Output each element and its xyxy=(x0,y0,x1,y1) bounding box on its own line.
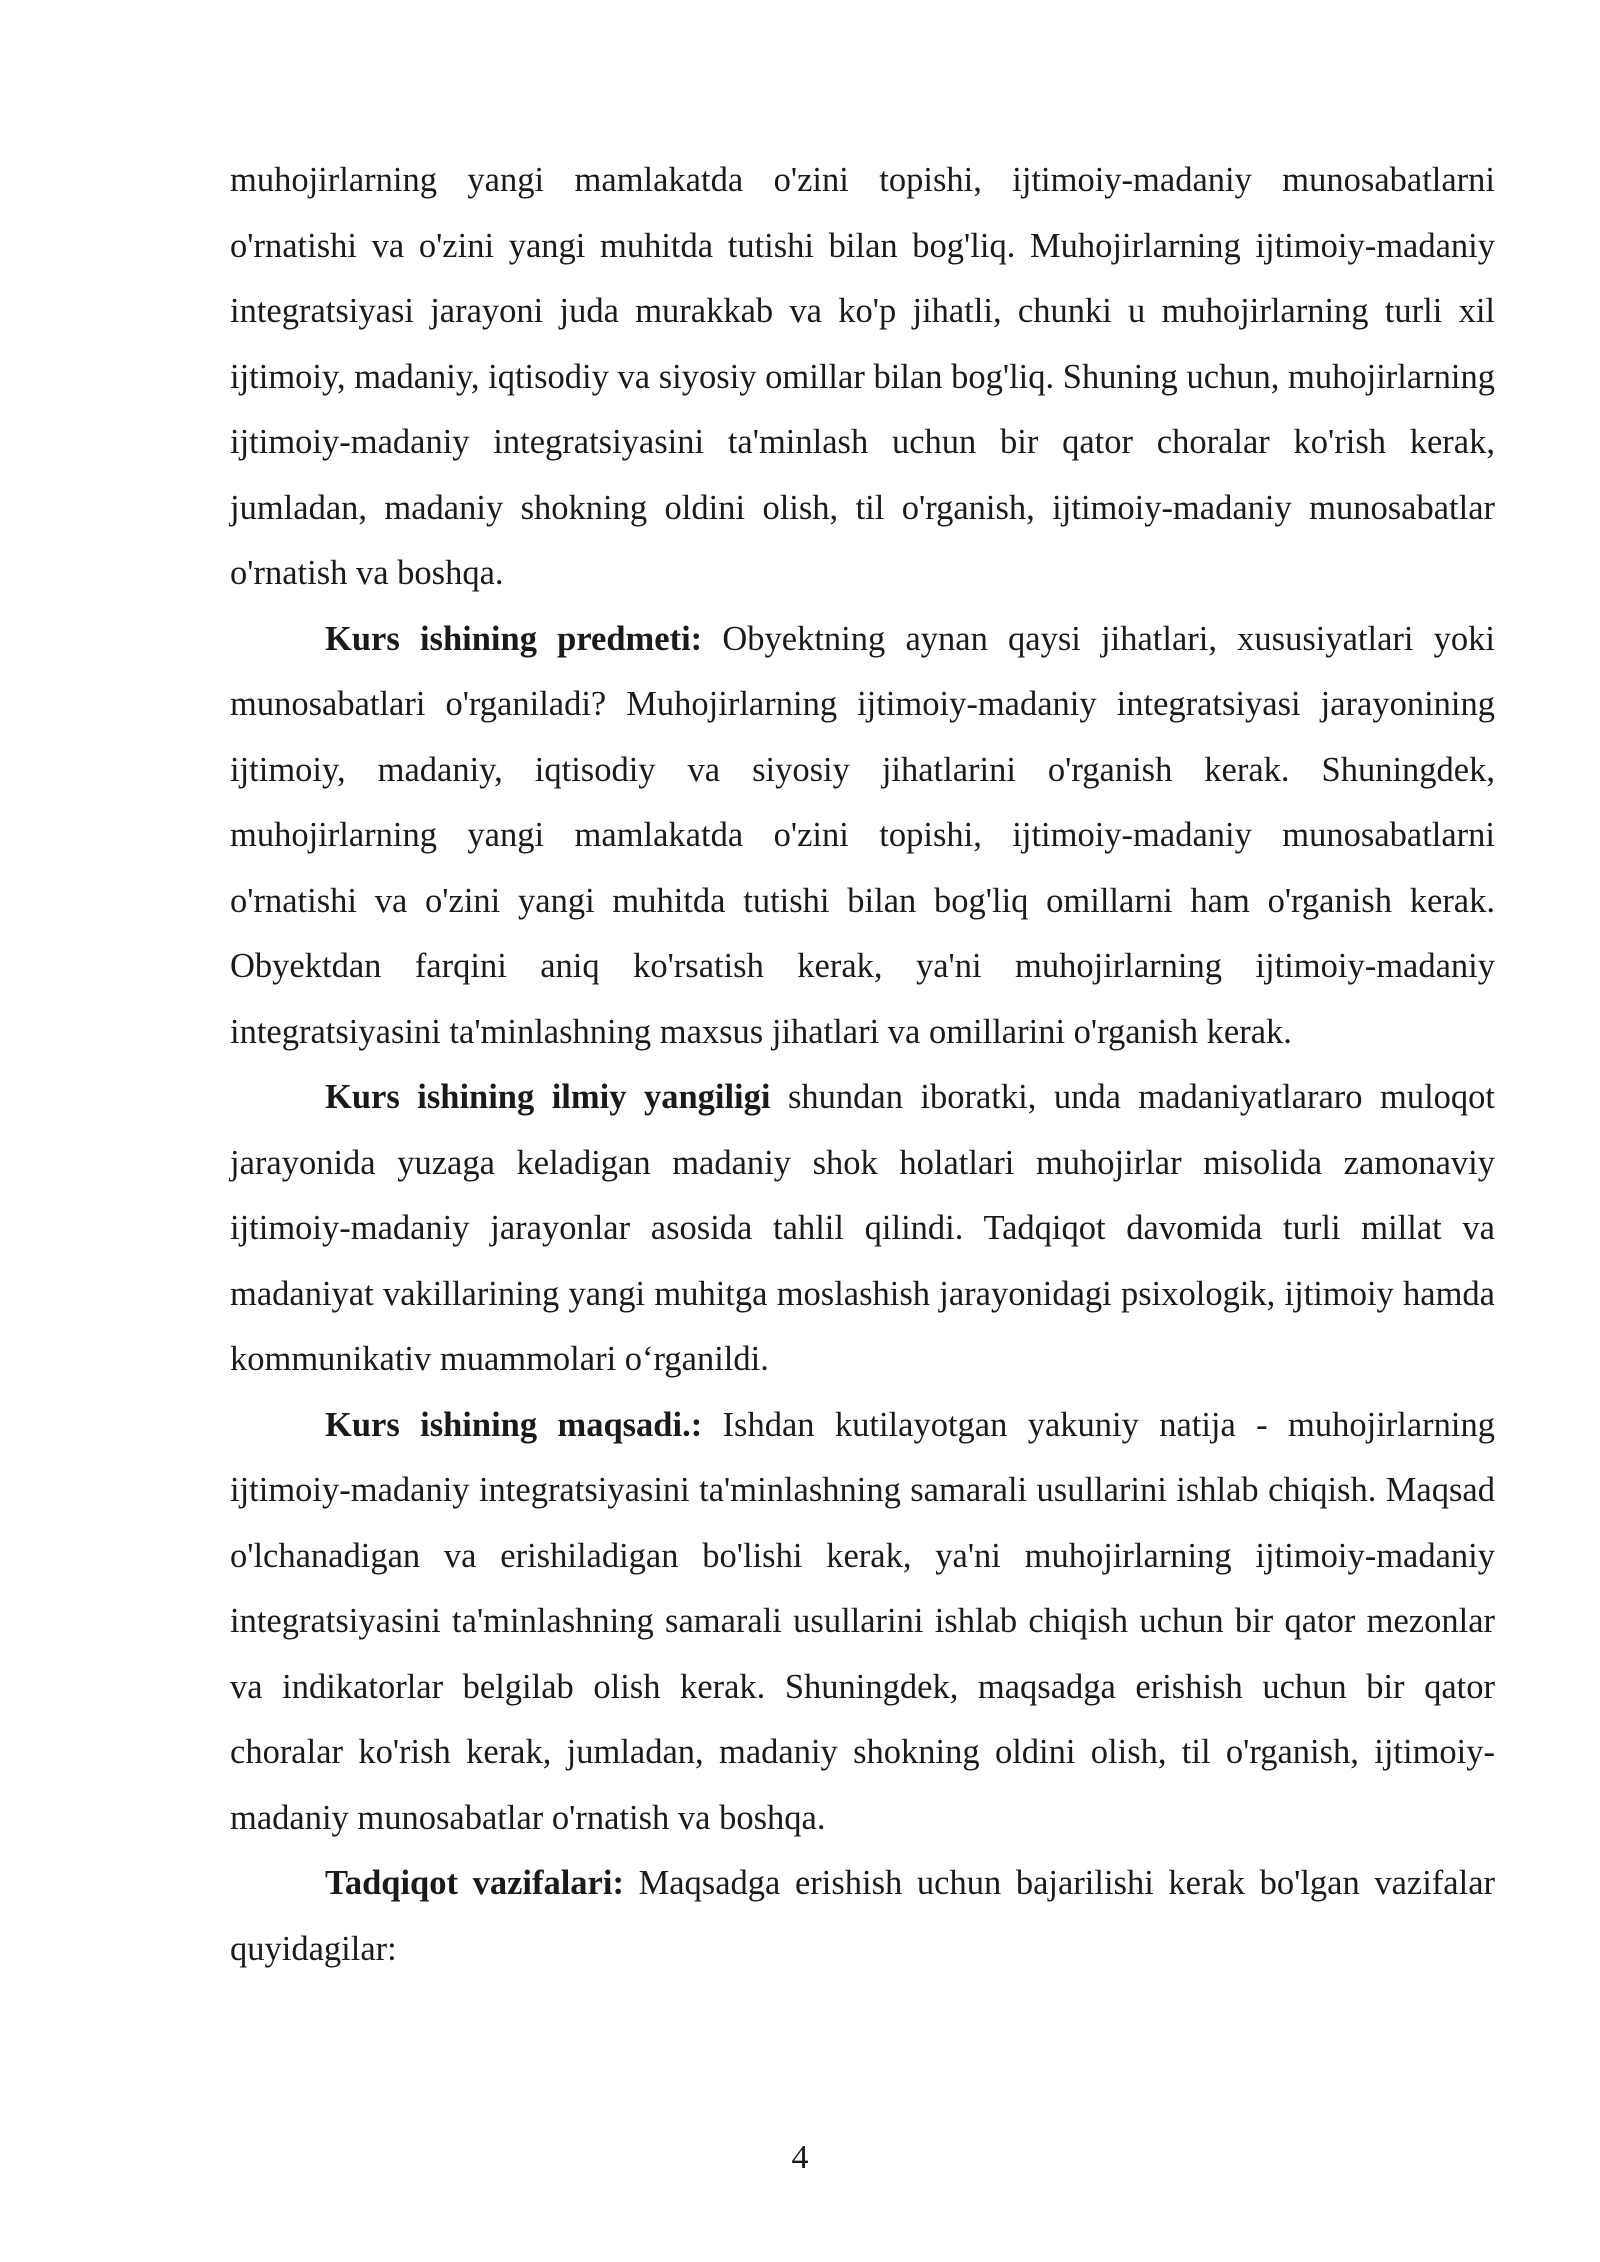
paragraph-novelty xyxy=(230,1065,1495,1393)
paragraph-subject xyxy=(230,607,1495,1066)
paragraph-text: Obyektning aynan qaysi jihatlari, xususiyatlari yoki munosabatlari o'rganiladi? Muhojirlarning ijtimoiy-madaniy integratsiyasi jarayonining ijtimoiy, madaniy, iqtisodiy va siyosiy jihatlarini o'rganish kerak. Shuningdek, muhojirlarning yangi mamlakatda o'zini topishi, ijtimoiy-madaniy munosabatlarni o'rnatishi va o'zini yangi muhitda tutishi bilan bog'liq omillarni ham o'rganish kerak. Obyektdan farqini aniq ko'rsatish kerak, ya'ni muhojirlarning ijtimoiy-madaniy integratsiyasini ta'minlashning maxsus jihatlari va omillarini o'rganish kerak. xyxy=(230,619,1496,1051)
paragraph-heading: Kurs ishining maqsadi.: xyxy=(325,1405,703,1444)
paragraph-text: Ishdan kutilayotgan yakuniy natija - muhojirlarning ijtimoiy-madaniy integratsiyasini ta'minlashning samarali usullarini ishlab chiqish. Maqsad o'lchanadigan va erishiladigan bo'lishi kerak, ya'ni muhojirlarning ijtimoiy-madaniy integratsiyasini ta'minlashning samarali usullarini ishlab chiqish uchun bir qator mezonlar va indikatorlar belgilab olish kerak. Shuningdek, maqsadga erishish uchun bir qator choralar ko'rish kerak, jumladan, madaniy shokning oldini olish, til o'rganish, ijtimoiy-madaniy munosabatlar o'rnatish va boshqa. xyxy=(230,1405,1495,1837)
paragraph-goal xyxy=(230,1393,1495,1852)
paragraph-continuation xyxy=(230,148,1495,607)
paragraph-heading: Kurs ishining predmeti: xyxy=(325,619,703,658)
paragraph-heading: Tadqiqot vazifalari: xyxy=(325,1864,624,1902)
page-body xyxy=(230,148,1495,1982)
paragraph-heading: Kurs ishining ilmiy yangiligi xyxy=(325,1078,771,1116)
paragraph-tasks xyxy=(230,1851,1495,1982)
paragraph-text: shundan iboratki, unda madaniyatlararo muloqot jarayonida yuzaga keladigan madaniy shok holatlari muhojirlar misolida zamonaviy ijtimoiy-madaniy jarayonlar asosida tahlil qilindi. Tadqiqot davomida turli millat va madaniyat vakillarining yangi muhitga moslashish jarayonidagi psixologik, ijtimoiy hamda kommunikativ muammolari o‘rganildi. xyxy=(230,1078,1495,1378)
paragraph-text: Maqsadga erishish uchun bajarilishi kerak bo'lgan vazifalar quyidagilar: xyxy=(230,1864,1495,1968)
paragraph-text: muhojirlarning yangi mamlakatda o'zini topishi, ijtimoiy-madaniy munosabatlarni o'rnatishi va o'zini yangi muhitda tutishi bilan bog'liq. Muhojirlarning ijtimoiy-madaniy integratsiyasi jarayoni juda murakkab va ko'p jihatli, chunki u muhojirlarning turli xil ijtimoiy, madaniy, iqtisodiy va siyosiy omillar bilan bog'liq. Shuning uchun, muhojirlarning ijtimoiy-madaniy integratsiyasini ta'minlash uchun bir qator choralar ko'rish kerak, jumladan, madaniy shokning oldini olish, til o'rganish, ijtimoiy-madaniy munosabatlar o'rnatish va boshqa. xyxy=(230,161,1495,592)
page-number: 4 xyxy=(791,2139,809,2176)
